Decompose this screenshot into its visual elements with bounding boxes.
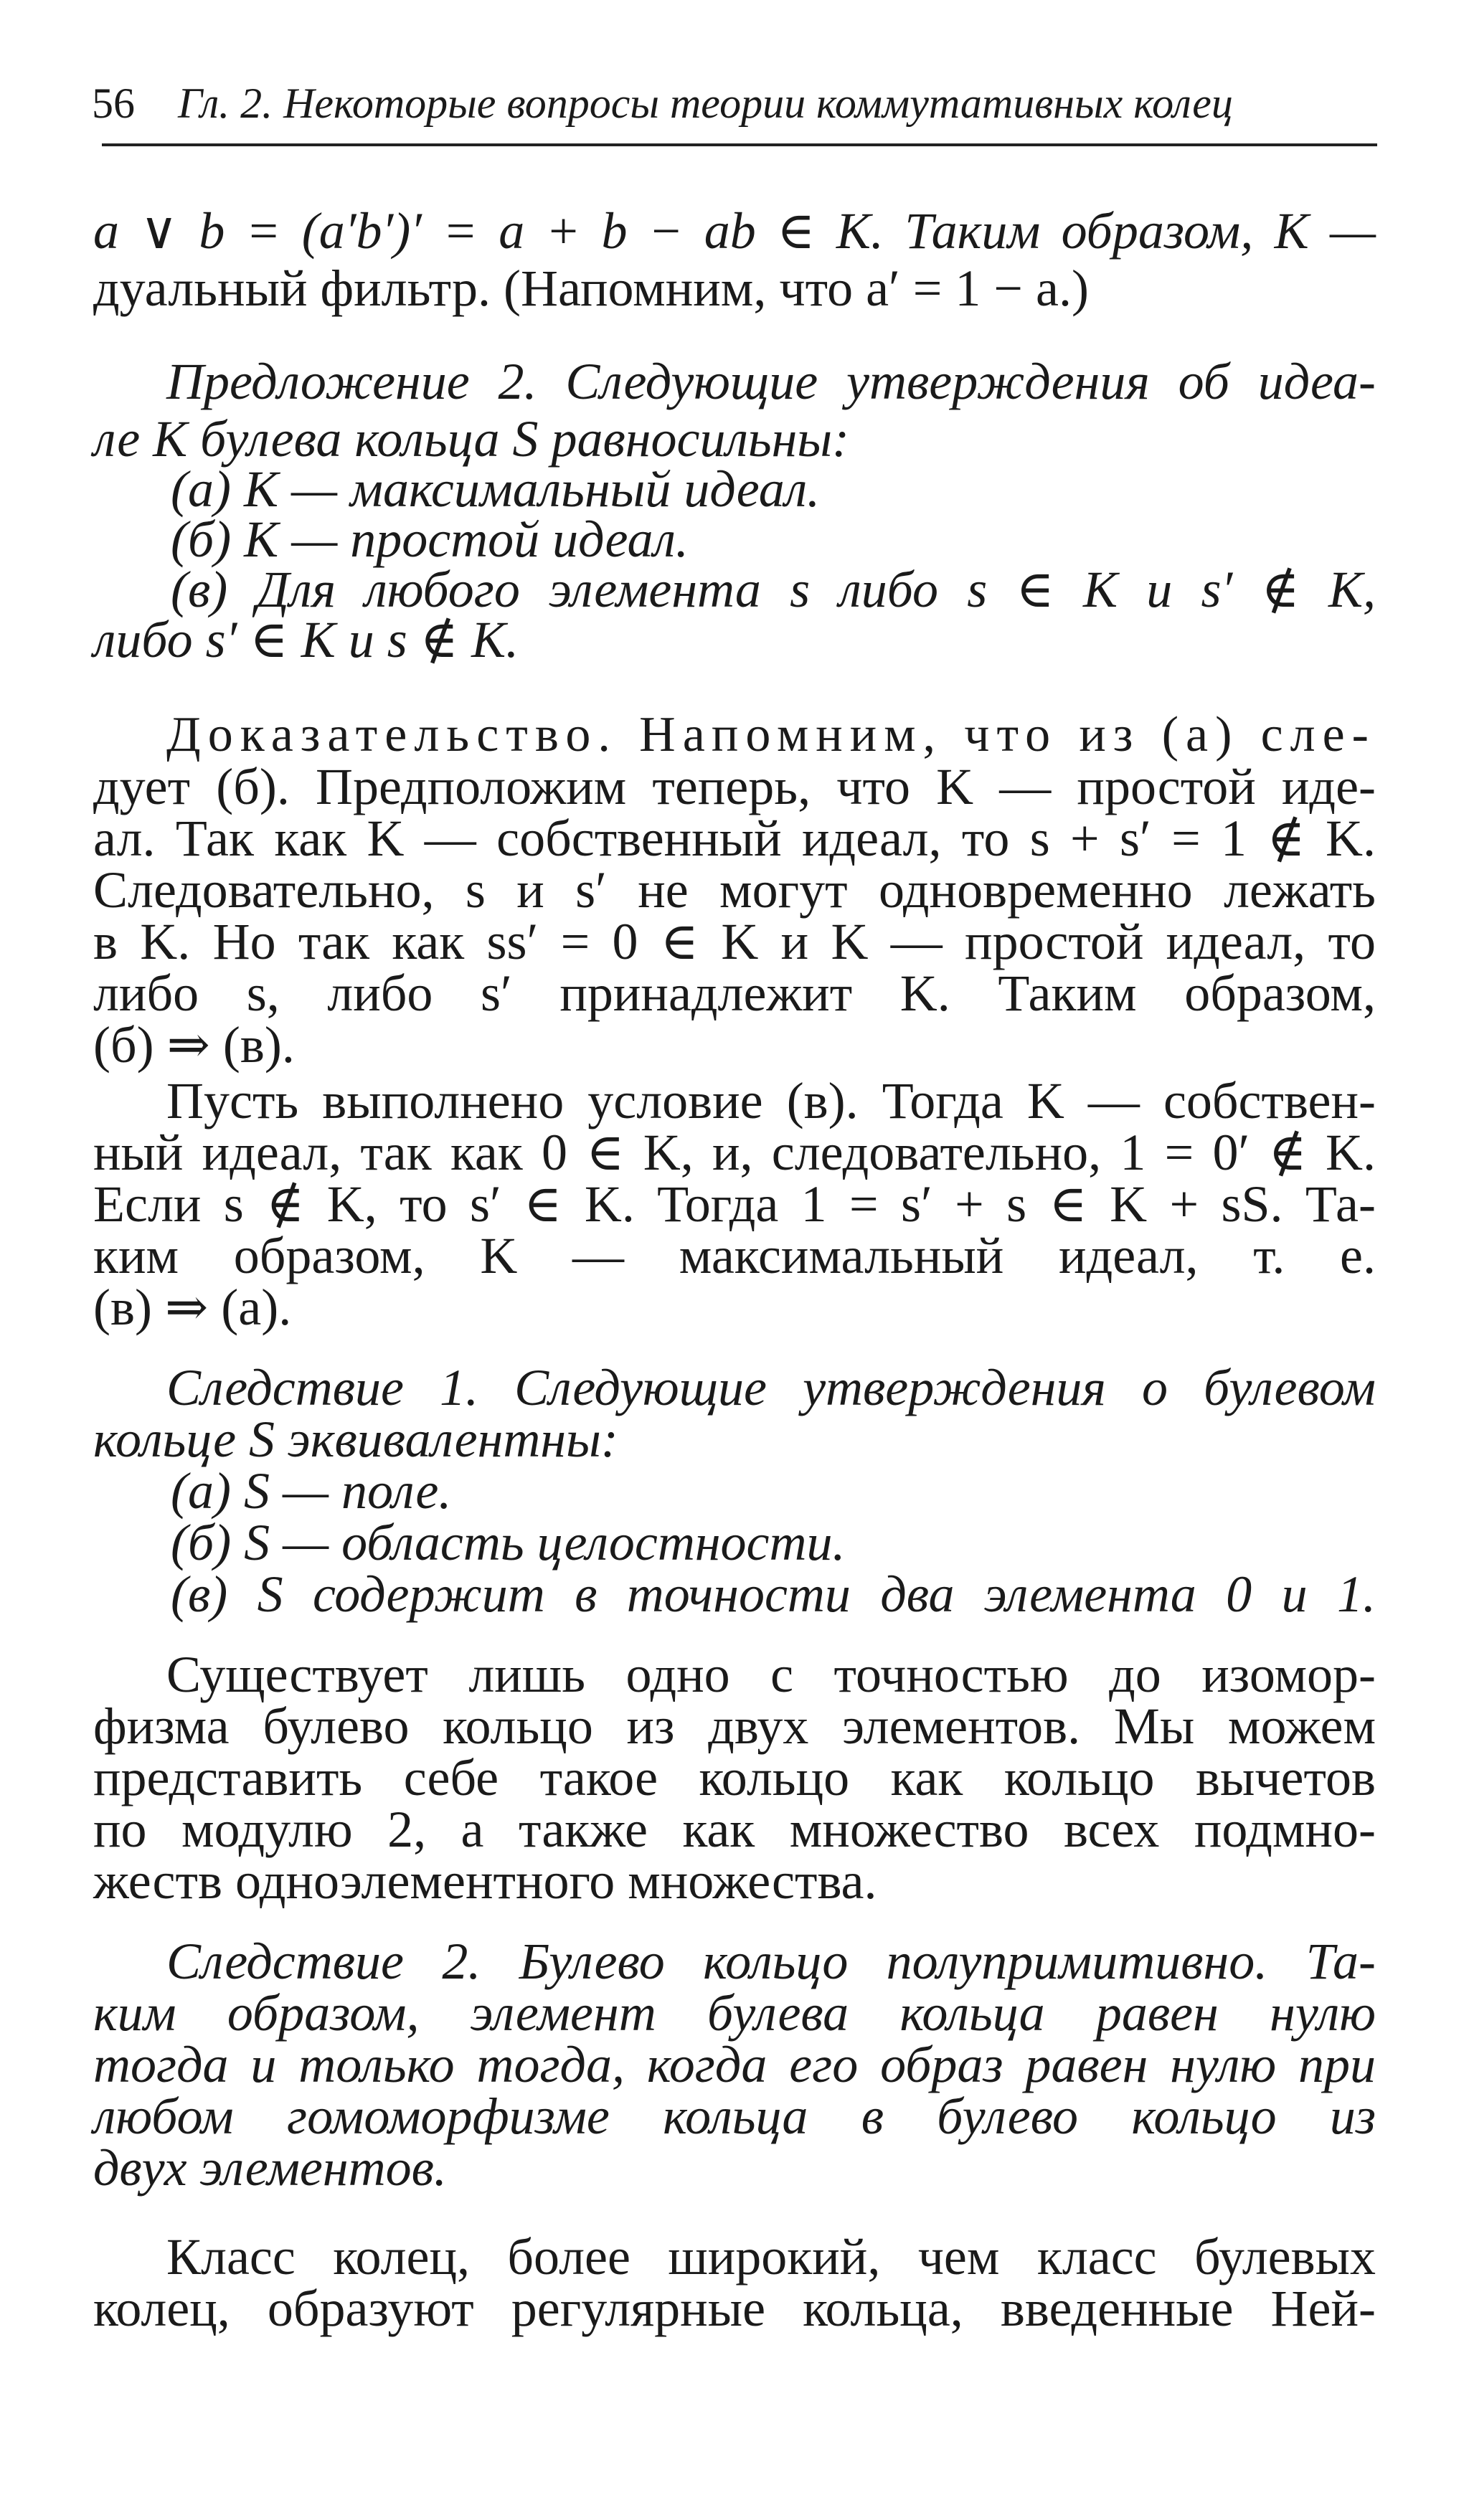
text-line-2: дуальный фильтр. (Напомним, что a′ = 1 − a.): [93, 260, 1089, 317]
corollary-2-line-3: тогда и только тогда, когда его образ равен нулю при: [93, 2036, 1376, 2093]
corollary-2-line-4: любом гомоморфизме кольца в булево кольцо из: [93, 2088, 1376, 2145]
proof-line-2: дует (б). Предположим теперь, что K — простой иде-: [93, 758, 1376, 815]
proposition-2-item-b: (б) K — простой идеал.: [171, 511, 689, 568]
proof-part2-line-4: ким образом, K — максимальный идеал, т. е.: [93, 1227, 1376, 1284]
proposition-2-item-a: (а) K — максимальный идеал.: [171, 460, 821, 518]
proof-line-4: Следовательно, s и s′ не могут одновременно лежать: [93, 861, 1376, 919]
corollary-1-line-2: кольце S эквивалентны:: [93, 1411, 618, 1468]
proposition-2-line-2: ле K булева кольца S равносильны:: [93, 410, 850, 468]
proposition-2-item-c-cont: либо s′ ∈ K и s ∉ K.: [93, 611, 519, 668]
paragraph-line-5: жеств одноэлементного множества.: [93, 1852, 877, 1910]
corollary-1-item-a: (а) S — поле.: [171, 1462, 452, 1520]
proof-line-7: (б) ⇒ (в).: [93, 1016, 295, 1074]
proof-part2-line-1: Пусть выполнено условие (в). Тогда K — собствен-: [166, 1072, 1376, 1129]
proposition-2-line-1: Предложение 2. Следующие утверждения об идеа-: [166, 353, 1376, 410]
proof-line-5: в K. Но так как ss′ = 0 ∈ K и K — простой идеал, то: [93, 913, 1376, 970]
text-line-1: a ∨ b = (a′b′)′ = a + b − ab ∈ K. Таким образом, K —: [93, 202, 1376, 260]
running-header: [92, 77, 1376, 129]
page-number: 56: [92, 80, 135, 127]
proof-part2-line-2: ный идеал, так как 0 ∈ K, и, следовательно, 1 = 0′ ∉ K.: [93, 1124, 1376, 1181]
proof-line-6: либо s, либо s′ принадлежит K. Таким образом,: [93, 965, 1376, 1022]
final-paragraph-line-1: Класс колец, более широкий, чем класс булевых: [166, 2228, 1376, 2285]
running-title: Гл. 2. Некоторые вопросы теории коммутативных колец: [178, 80, 1233, 127]
corollary-1-item-b: (б) S — область целостности.: [171, 1514, 846, 1571]
proposition-2-item-c: (в) Для любого элемента s либо s ∈ K и s′ ∉ K,: [171, 561, 1376, 618]
corollary-2-line-2: ким образом, элемент булева кольца равен нулю: [93, 1984, 1376, 2042]
corollary-1-item-c: (в) S содержит в точности два элемента 0 и 1.: [171, 1565, 1376, 1623]
paragraph-line-3: представить себе такое кольцо как кольцо вычетов: [93, 1749, 1376, 1806]
paragraph-line-1: Существует лишь одно с точностью до изомор-: [166, 1646, 1376, 1703]
corollary-1-line-1: Следствие 1. Следующие утверждения о булевом: [166, 1359, 1376, 1416]
final-paragraph-line-2: колец, образуют регулярные кольца, введенные Ней-: [93, 2280, 1376, 2337]
proof-part2-line-3: Если s ∉ K, то s′ ∈ K. Тогда 1 = s′ + s ∈ K + sS. Та-: [93, 1175, 1376, 1233]
proof-part2-line-5: (в) ⇒ (а).: [93, 1279, 292, 1336]
corollary-2-line-5: двух элементов.: [93, 2139, 447, 2197]
paragraph-line-4: по модулю 2, а также как множество всех подмно-: [93, 1801, 1376, 1858]
header-rule: [102, 143, 1377, 146]
proof-line-3: ал. Так как K — собственный идеал, то s + s′ = 1 ∉ K.: [93, 810, 1376, 867]
paragraph-line-2: физма булево кольцо из двух элементов. Мы можем: [93, 1697, 1376, 1755]
proof-line-1: Доказательство. Напомним, что из (а) сле-: [166, 707, 1376, 762]
corollary-2-line-1: Следствие 2. Булево кольцо полупримитивно. Та-: [166, 1933, 1376, 1990]
